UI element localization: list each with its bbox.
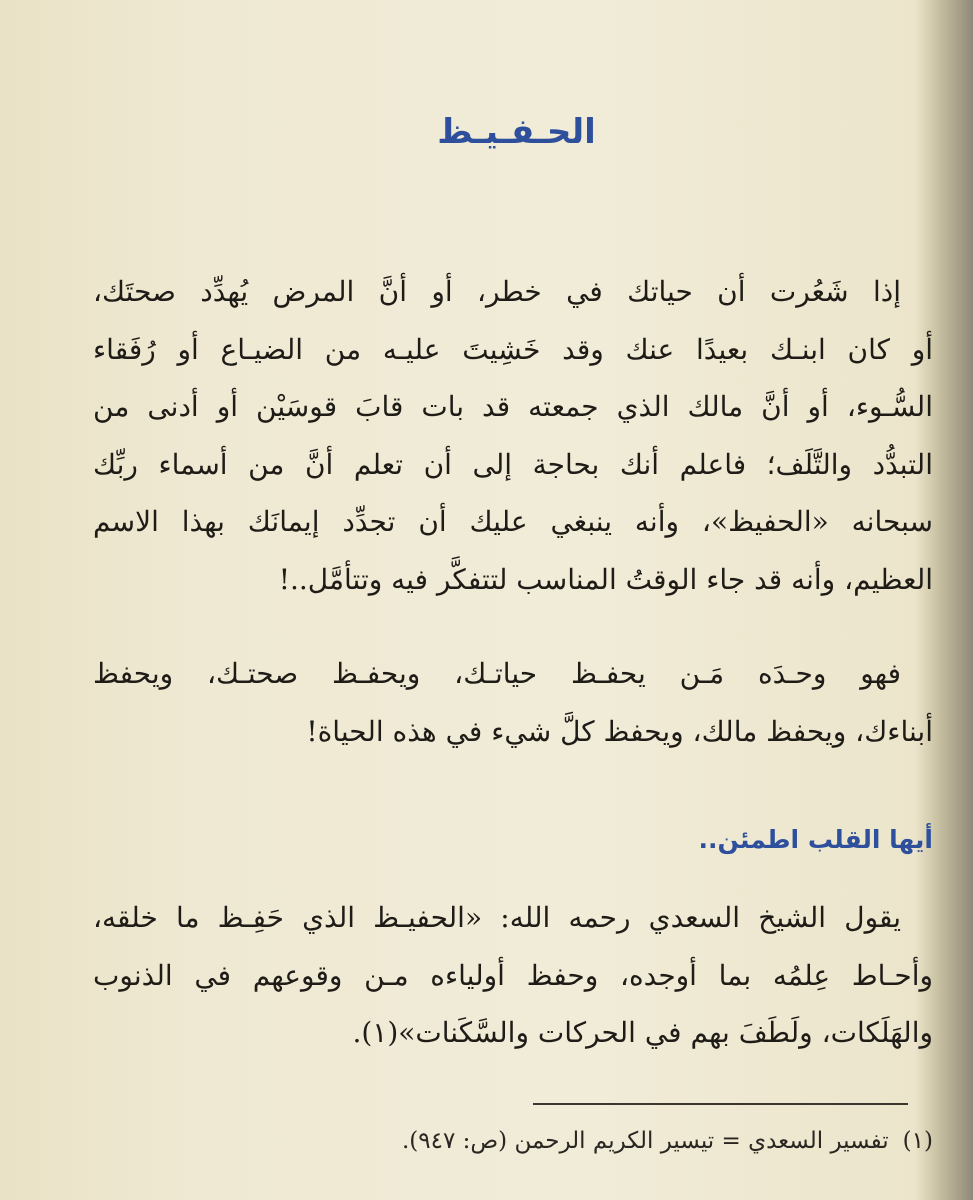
paragraph-1-line: العظيم، وأنه قد جاء الوقتُ المناسب لتتفكَّر فيه وتتأمَّل..!: [278, 562, 933, 596]
paragraph-1-line: السُّـوء، أو أنَّ مالك الذي جمعته قد بات قابَ قوسَيْن أو أدنى من: [93, 390, 933, 423]
paragraph-3-line: وأحـاط عِلمُه بما أوجده، وحفظ أولياءه مـن وقوعهم في الذنوب: [93, 958, 933, 992]
paragraph-1-line: سبحانه «الحفيظ»، وأنه ينبغي عليك أن تجدِّد إيمانَك بهذا الاسم: [93, 505, 933, 538]
paragraph-1-line: إذا شَعُرت أن حياتك في خطر، أو أنَّ المرض يُهدِّد صحتَك،: [93, 275, 901, 308]
paragraph-3-line: والهَلَكات، ولَطَفَ بهم في الحركات والسَّكَنات»(١).: [352, 1016, 933, 1049]
page-title: [0, 112, 973, 152]
footnote-marker: (١): [902, 1128, 933, 1154]
paragraph-1-line: التبدُّد والتَّلَف؛ فاعلم أنك بحاجة إلى أن تعلم أنَّ من أسماء ربِّك: [93, 447, 933, 481]
footnote: [402, 1128, 933, 1154]
paragraph-1-line: أو كان ابنـك بعيدًا عنك وقد خَشِيتَ عليـه من الضيـاع أو رُفَقاء: [93, 332, 933, 366]
paragraph-3-line: يقول الشيخ السعدي رحمه الله: «الحفيـظ الذي حَفِـظ ما خلقه،: [93, 901, 901, 934]
section-subheading: أيها القلب اطمئن..: [698, 825, 933, 854]
paragraph-1: [93, 263, 933, 608]
paragraph-2: [93, 645, 933, 760]
paragraph-2-line: أبناءك، ويحفظ مالك، ويحفظ كلَّ شيء في هذه الحياة!: [306, 714, 933, 748]
paragraph-2-line: فهو وحـدَه مَـن يحفـظ حياتـك، ويحفـظ صحتـك، ويحفظ: [93, 657, 901, 690]
title-text: الحـفـيـظ: [437, 112, 596, 152]
paragraph-3: [93, 889, 933, 1062]
footnote-divider: [533, 1103, 908, 1105]
footnote-text: تفسير السعدي = تيسير الكريم الرحمن (ص: ٩٤٧).: [401, 1128, 889, 1154]
